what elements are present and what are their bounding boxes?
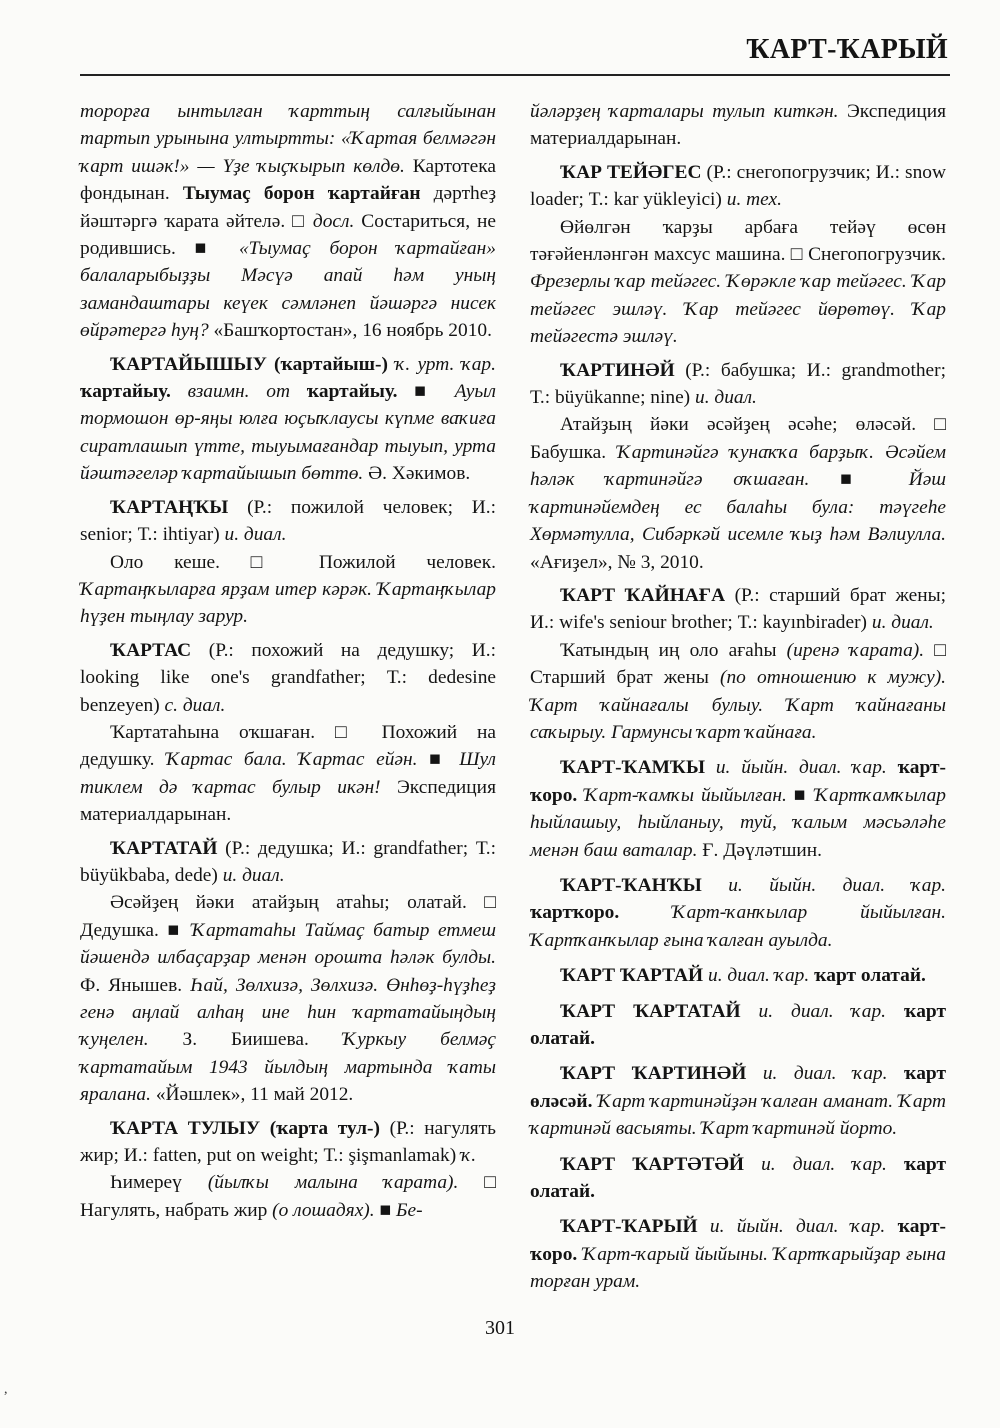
entry-kart-kanky: ҠАРТ-ҠАНҠЫ и. йыйн. диал. ҡар. ҡартҡоро. Ҡарт-ҡанҡылар йыйылған. Ҡартҡанҡылар ғына ҡалған ауылда. — [530, 874, 946, 951]
entry-kartas-body: Ҡартатаһына оҡшаған. □ Похожий на дедушку. Ҡартас бала. Ҡартас ейән. ■ Шул тиклем дә ҡартас булыр икән! Экспедиция материалдарынан. — [80, 721, 496, 826]
entry-kartatay-body: Әсәйҙең йәки атайҙың атаһы; олатай. □ Дедушка. ■ Ҡартатаһы Таймаҫ батыр етмеш йәшендә илбаҫарҙар менән орошта һәләк булды. Ф. Янышев. Һай, Зөлхизә, Зөлхизә. Өнһөҙ-һүҙһеҙ генә аңлай алһаң ине һин ҡартатайыңдың ҡуңелен. З. Биишева. Ҡуркыу белмәҫ ҡартатайым 1943 йылдың мартында ҡаты яралана. «Йәшлек», 11 май 2012. — [80, 892, 497, 1106]
entry-kartas-head: ҠАРТАС (Р.: похожий на дедушку; И.: looking like one's grandfather; Т.: dedesine benzeyen) с. диал. — [80, 639, 496, 716]
entry-kar-teyages-body: Өйөлгән ҡарҙы арбаға тейәү өсөн тәғәйенләнгән махсус машина. □ Снегопогрузчик. Фрезерлы ҡар тейәгес. Ҡөрәкле ҡар тейәгес. Ҡар тейәгес эшләү. Ҡар тейәгес йөрөтөү. Ҡар тейәгестә эшләү. — [530, 216, 946, 348]
entry-kart-karyy: ҠАРТ-ҠАРЫЙ и. йыйн. диал. ҡар. ҡарт-ҡоро. Ҡарт-ҡарый йыйыны. Ҡартҡарыйҙар ғына торған урам. — [530, 1216, 946, 1293]
right-column — [530, 98, 946, 1296]
entry-kartanky-body: Оло кеше. □ Пожилой человек. Ҡартаңҡыларға ярҙам итер кәрәк. Ҡартаңҡылар һүҙен тыңлау зарур. — [80, 551, 496, 628]
entry-continuation-right: йәләрҙең ҡарталары тулып киткән. Экспедиция материалдарынан. — [530, 101, 946, 150]
entry-kart-kartatay: ҠАРТ ҠАРТАТАЙ и. диал. ҡар. ҡарт олатай. — [530, 1000, 946, 1049]
header-rule — [80, 74, 950, 76]
entry-kart-kaynaga-head: ҠАРТ ҠАЙНАҒА (Р.: старший брат жены; И.: wife's seniour brother; Т.: kayınbirader) и. диал. — [530, 584, 946, 634]
entry-kartatay-head: ҠАРТАТАЙ (Р.: дедушка; И.: grandfather; Т.: büyükbaba, dede) и. диал. — [80, 837, 496, 886]
entry-kartinay-head: ҠАРТИНӘЙ (Р.: бабушка; И.: grandmother; Т.: büyükanne; nine) и. диал. — [530, 359, 946, 409]
page-number: 301 — [485, 1317, 515, 1339]
entry-kartayyshyu: ҠАРТАЙЫШЫУ (ҡартайыш-) ҡ. урт. ҡар. ҡартайыу. взаимн. от ҡартайыу. ■ Ауыл тормошон өр-яңы юлға юҫыҡлаусы күпме ваҡиға сиратлашып үтте, тыуымағандар тыуып, урта йәштәгеләр ҡартайышып бөттө. Ә. Хәкимов. — [80, 353, 496, 485]
entry-kartanky-head: ҠАРТАҢҠЫ (Р.: пожилой человек; И.: senior; Т.: ihtiyar) и. диал. — [80, 496, 496, 546]
entry-karta-tulyu-body: Һимереү (йылҡы малына ҡарата). □ Нагулять, набрать жир (о лошадях). ■ Бе- — [80, 1172, 497, 1221]
running-head: ҠАРТ-ҠАРЫЙ — [746, 34, 948, 65]
entry-kartinay-body: Атайҙың йәки әсәйҙең әсәһе; өләсәй. □ Бабушка. Ҡартинәйгә ҡунаҡҡа барҙыҡ. Әсәйем һәләк ҡартинәйгә оҡшаған. ■ Йәш ҡартинәйемдең ес балаһы була: тәүгеһе Хөрмәтулла, Сибәркәй исемле ҡыҙ һәм Вәлиулла. «Ағиҙел», № 3, 2010. — [530, 414, 946, 573]
entry-kart-kartatay-2: ҠАРТ ҠАРТӘТӘЙ и. диал. ҡар. ҡарт олатай. — [530, 1153, 946, 1203]
entry-kart-kartay: ҠАРТ ҠАРТАЙ и. диал. ҡар. ҡарт олатай. — [560, 965, 926, 987]
entry-kar-teyages-head: ҠАР ТЕЙӘГЕС (Р.: снегопогрузчик; И.: snow loader; Т.: kar yükleyici) и. тех. — [530, 161, 946, 211]
entry-karta-tulyu-head: ҠАРТА ТУЛЫУ (ҡарта тул-) (Р.: нагулять жир; И.: fatten, put on weight; Т.: şişmanlamak) ҡ. — [80, 1117, 496, 1167]
left-column — [80, 98, 496, 1224]
entry-kart-kaynaga-body: Ҡатындың иң оло ағаһы (иренә ҡарата). □ Старший брат жены (по отношению к мужу). Ҡарт ҡайнағалы булыу. Ҡарт ҡайнағаны саҡырыу. Гармунсы ҡарт ҡайнаға. — [530, 639, 946, 743]
entry-kart-kamky: ҠАРТ-ҠАМҠЫ и. йыйн. диал. ҡар. ҡарт-ҡоро. Ҡарт-ҡамҡы йыйылған. ■ Ҡартҡамҡылар һыйлашыу, һыйланыу, туй, ҡалым мәсьәләһе менән баш ваталар. Ғ. Дәүләтшин. — [530, 757, 946, 861]
entry-kart-kartinay: ҠАРТ ҠАРТИНӘЙ и. диал. ҡар. ҡарт өләсәй. Ҡарт ҡартинәйҙән ҡалған аманат. Ҡарт ҡартинәй васыяты. Ҡарт ҡартинәй йорто. — [530, 1063, 946, 1140]
entry-continuation: торорға ынтылған ҡарттың салғыйынан тартып урынына ултыртты: «Ҡартая белмәгән ҡарт ишәк!» — Үҙе ҡыҫҡырып көлдө. Картотека фондынан. Тыумаҫ борон ҡартайған дәртһеҙ йәштәргә ҡарата әйтелә. □ досл. Состариться, не родившись. ■ «Тыумаҫ борон ҡартайған» балаларыбыҙҙы Мәсүә апай һәм уның замандаштары кеүек сәмләнеп йәшәргә нисек өйрәтергә һуң? «Башҡортостан», 16 ноябрь 2010. — [80, 101, 497, 342]
stray-scan-mark: , — [4, 1382, 8, 1397]
